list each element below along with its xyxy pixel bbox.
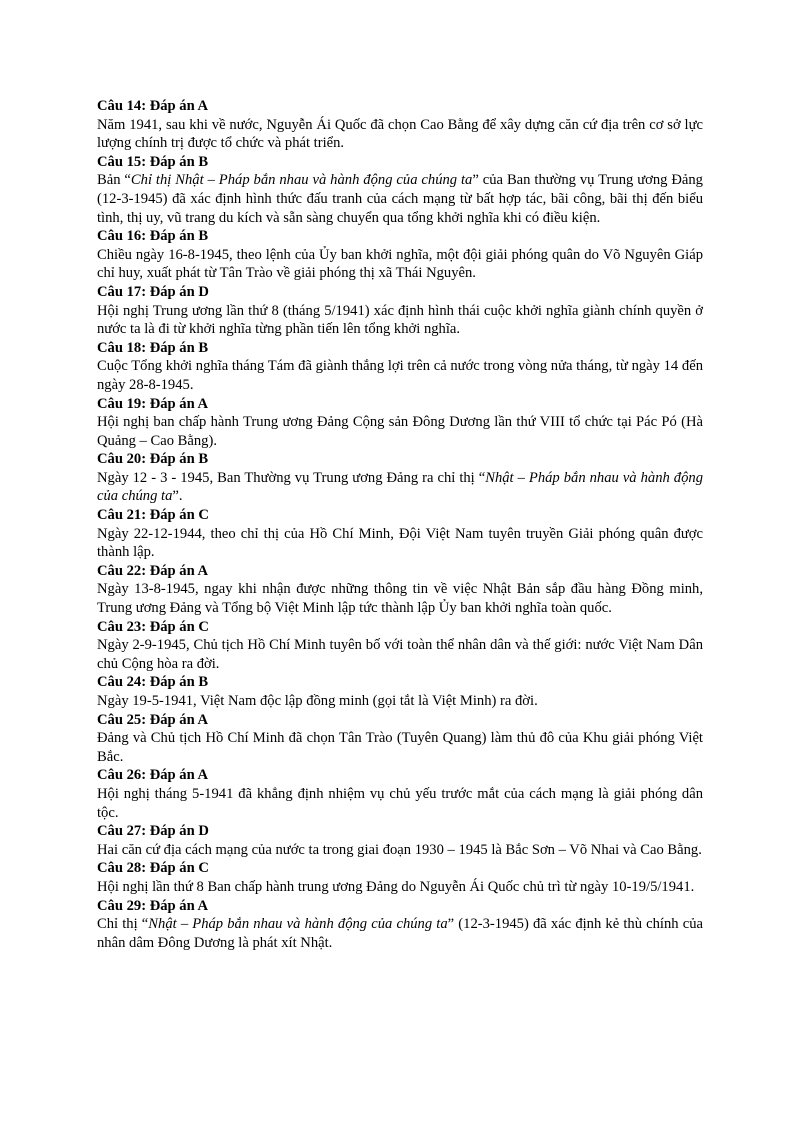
- answer-entry-28: [97, 859, 703, 896]
- explanation-text: Ngày 12 - 3 - 1945, Ban Thường vụ Trung ương Đảng ra chỉ thị “: [97, 469, 486, 486]
- explanation-text: Bản “: [97, 172, 131, 189]
- answer-heading: Câu 24: Đáp án B: [97, 674, 209, 691]
- explanation-text: Chỉ thị “: [97, 916, 149, 933]
- answer-explanation: Ngày 19-5-1941, Việt Nam độc lập đồng minh (gọi tắt là Việt Minh) ra đời.: [97, 693, 538, 709]
- answer-entry-25: [97, 711, 703, 767]
- answer-explanation: Ngày 2-9-1945, Chủ tịch Hồ Chí Minh tuyên bố với toàn thể nhân dân và thế giới: nước Việt Nam Dân chủ Cộng hòa ra đời.: [97, 637, 703, 672]
- answer-heading: Câu 25: Đáp án A: [97, 711, 209, 728]
- answer-heading: Câu 19: Đáp án A: [97, 395, 209, 412]
- answer-explanation: Năm 1941, sau khi về nước, Nguyễn Ái Quốc đã chọn Cao Bằng để xây dựng căn cứ địa trên cơ sở lực lượng chính trị được tổ chức và phát triển.: [97, 116, 703, 152]
- answer-heading: Câu 14: Đáp án A: [97, 98, 209, 114]
- answer-entry-15: [97, 153, 703, 227]
- answer-explanation: Đảng và Chủ tịch Hồ Chí Minh đã chọn Tân Trào (Tuyên Quang) làm thủ đô của Khu giải phóng Việt Bắc.: [97, 730, 703, 765]
- answer-entry-26: [97, 766, 703, 822]
- answer-entry-18: [97, 339, 703, 395]
- answer-heading: Câu 27: Đáp án D: [97, 823, 209, 840]
- answer-entry-22: [97, 562, 703, 618]
- answer-explanation: Ngày 22-12-1944, theo chỉ thị của Hồ Chí Minh, Đội Việt Nam tuyên truyền Giải phóng quân được thành lập.: [97, 525, 703, 561]
- answer-heading: Câu 17: Đáp án D: [97, 283, 209, 300]
- answer-heading: Câu 20: Đáp án B: [97, 451, 209, 468]
- answer-explanation: [97, 915, 703, 952]
- answer-heading: Câu 26: Đáp án A: [97, 767, 209, 784]
- answer-heading: Câu 23: Đáp án C: [97, 618, 209, 635]
- explanation-text: ” của Ban thường vụ Trung ương Đảng (12-3-1945) đã xác định hình thức đấu tranh của cách mạng từ bất hợp tác, bãi công, bãi thị đến biểu tình, thị uy, vũ trang du kích và sẵn sàng chuyển qua tổng khởi nghĩa khi có điều kiện.: [97, 172, 703, 226]
- answer-explanation: Hội nghị lần thứ 8 Ban chấp hành trung ương Đảng do Nguyễn Ái Quốc chủ trì từ ngày 10-19/5/1941.: [97, 878, 695, 895]
- answer-entry-20: [97, 450, 703, 506]
- answer-heading: Câu 18: Đáp án B: [97, 339, 209, 356]
- answer-heading: Câu 28: Đáp án C: [97, 860, 209, 877]
- answer-entry-17: [97, 283, 703, 339]
- directive-title: Nhật – Pháp bắn nhau và hành động của chúng ta: [148, 916, 448, 933]
- answer-entry-21: [97, 506, 703, 562]
- answer-entry-27: [97, 822, 703, 859]
- directive-title: Chỉ thị Nhật – Pháp bắn nhau và hành động của chúng ta: [130, 172, 473, 189]
- answer-entry-24: [97, 673, 703, 710]
- answer-entry-16: [97, 227, 703, 283]
- explanation-text: ”.: [172, 488, 183, 505]
- answer-entry-29: [97, 897, 703, 953]
- answer-heading: Câu 16: Đáp án B: [97, 228, 209, 245]
- answer-entry-23: [97, 618, 703, 674]
- answer-explanation: Cuộc Tổng khởi nghĩa tháng Tám đã giành thắng lợi trên cả nước trong vòng nửa tháng, từ ngày 14 đến ngày 28-8-1945.: [97, 358, 703, 393]
- answer-explanation: [97, 171, 703, 227]
- directive-title: Nhật – Pháp bắn nhau và hành động của chúng ta: [97, 469, 703, 505]
- answer-heading: Câu 22: Đáp án A: [97, 562, 209, 579]
- explanation-text: ” (12-3-1945) đã xác định kẻ thù chính của nhân dâm Đông Dương là phát xít Nhật.: [97, 916, 703, 951]
- answer-explanation: Hội nghị ban chấp hành Trung ương Đảng Cộng sản Đông Dương lần thứ VIII tổ chức tại Pác Pó (Hà Quảng – Cao Bằng).: [97, 414, 703, 449]
- answer-heading: Câu 21: Đáp án C: [97, 507, 209, 524]
- answer-heading: Câu 29: Đáp án A: [97, 897, 209, 914]
- answer-explanation: Hội nghị Trung ương lần thứ 8 (tháng 5/1941) xác định hình thái cuộc khởi nghĩa giành chính quyền ở nước ta là đi từ khởi nghĩa từng phần tiến lên tổng khởi nghĩa.: [97, 302, 703, 338]
- answer-explanation: Ngày 13-8-1945, ngay khi nhận được những thông tin về việc Nhật Bản sắp đầu hàng Đồng minh, Trung ương Đảng và Tổng bộ Việt Minh lập tức thành lập Ủy ban khởi nghĩa toàn quốc.: [97, 581, 703, 617]
- answer-explanation: Hai căn cứ địa cách mạng của nước ta trong giai đoạn 1930 – 1945 là Bắc Sơn – Võ Nhai và Cao Bằng.: [97, 841, 702, 858]
- answer-heading: Câu 15: Đáp án B: [97, 153, 209, 170]
- answer-explanation: Chiều ngày 16-8-1945, theo lệnh của Ủy ban khởi nghĩa, một đội giải phóng quân do Võ Nguyên Giáp chỉ huy, xuất phát từ Tân Trào về giải phóng thị xã Thái Nguyên.: [97, 246, 703, 282]
- answer-entry-14: [97, 97, 703, 153]
- answer-document: [97, 97, 703, 952]
- answer-explanation: [97, 469, 703, 506]
- answer-entry-19: [97, 395, 703, 451]
- answer-explanation: Hội nghị tháng 5-1941 đã khẳng định nhiệm vụ chủ yếu trước mắt của cách mạng là giải phóng dân tộc.: [97, 785, 703, 821]
